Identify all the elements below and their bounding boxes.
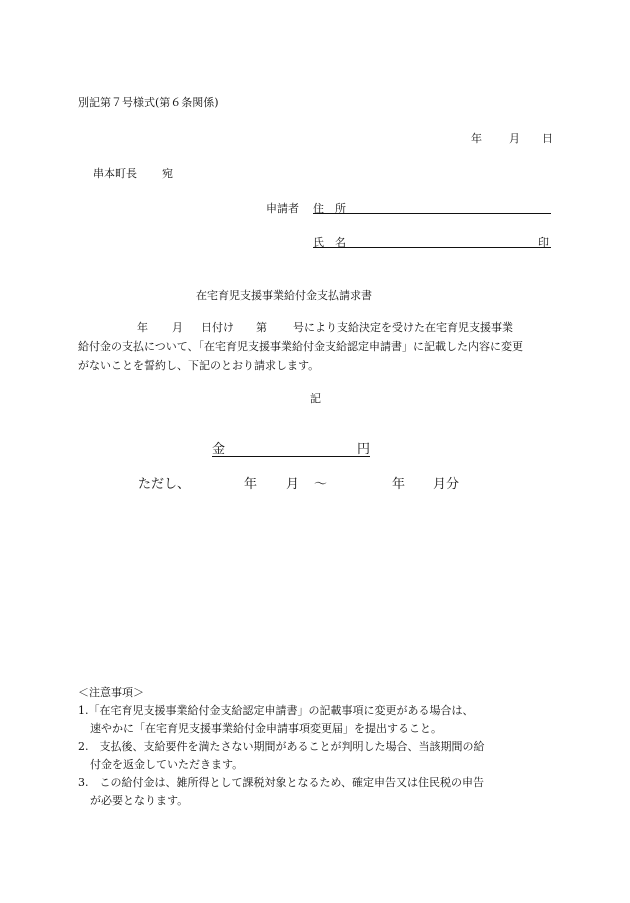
body-month: 月 <box>172 321 183 334</box>
note-1-line-2: 速やかに「在宅育児支援事業給付金申請事項変更届」を提出すること。 <box>90 722 442 735</box>
body-line-1-rest: 号により支給決定を受けた在宅育児支援事業 <box>293 321 513 334</box>
applicant-label: 申請者 <box>266 202 299 215</box>
body-line-1 <box>78 318 523 337</box>
seal-mark: 印 <box>538 236 549 249</box>
date-month: 月 <box>509 132 520 145</box>
date-year: 年 <box>471 132 482 145</box>
period-month-start: 月 <box>286 477 300 492</box>
body-dated: 日付け <box>201 321 234 334</box>
addressee-name: 串本町長 <box>93 167 137 180</box>
body-line-3: がないことを誓約し、下記のとおり請求します。 <box>78 359 320 372</box>
body-year: 年 <box>137 321 148 334</box>
amount-prefix: 金 <box>212 442 226 457</box>
date-day: 日 <box>542 132 553 145</box>
address-field <box>313 202 551 214</box>
note-3-line-1: 3. この給付金は、雑所得として課税対象となるため、確定申告又は住民税の申告 <box>78 776 485 789</box>
address-label: 住 所 <box>313 202 346 215</box>
period-month-end: 月分 <box>433 477 460 492</box>
period-year-end: 年 <box>392 477 406 492</box>
body-line-2: 給付金の支払について、「在宅育児支援事業給付金支給認定申請書」に記載した内容に変更 <box>78 340 524 353</box>
period-tadashi: ただし、 <box>138 477 191 492</box>
document-title: 在宅育児支援事業給付金支払請求書 <box>196 289 372 302</box>
body-no-prefix: 第 <box>256 321 267 334</box>
body-paragraph <box>78 318 523 375</box>
amount-unit: 円 <box>357 442 371 457</box>
notes-section <box>78 684 485 810</box>
form-identifier: 別記第７号様式(第６条関係) <box>78 96 219 109</box>
addressee-honorific: 宛 <box>162 167 173 180</box>
note-2-line-2: 付金を返金していただきます。 <box>90 758 244 771</box>
note-3-line-2: が必要となります。 <box>90 794 189 807</box>
notes-header: ＜注意事項＞ <box>78 686 144 699</box>
ki-label: 記 <box>310 392 321 405</box>
note-1-line-1: 1.「在宅育児支援事業給付金支給認定申請書」の記載事項に変更がある場合は、 <box>78 704 474 717</box>
amount-field <box>212 442 370 458</box>
period-tilde: ～ <box>314 477 328 492</box>
period-year-start: 年 <box>244 477 258 492</box>
name-label: 氏 名 <box>313 236 346 249</box>
note-2-line-1: 2. 支払後、支給要件を満たさない期間があることが判明した場合、当該期間の給 <box>78 740 485 753</box>
name-field <box>313 236 551 248</box>
